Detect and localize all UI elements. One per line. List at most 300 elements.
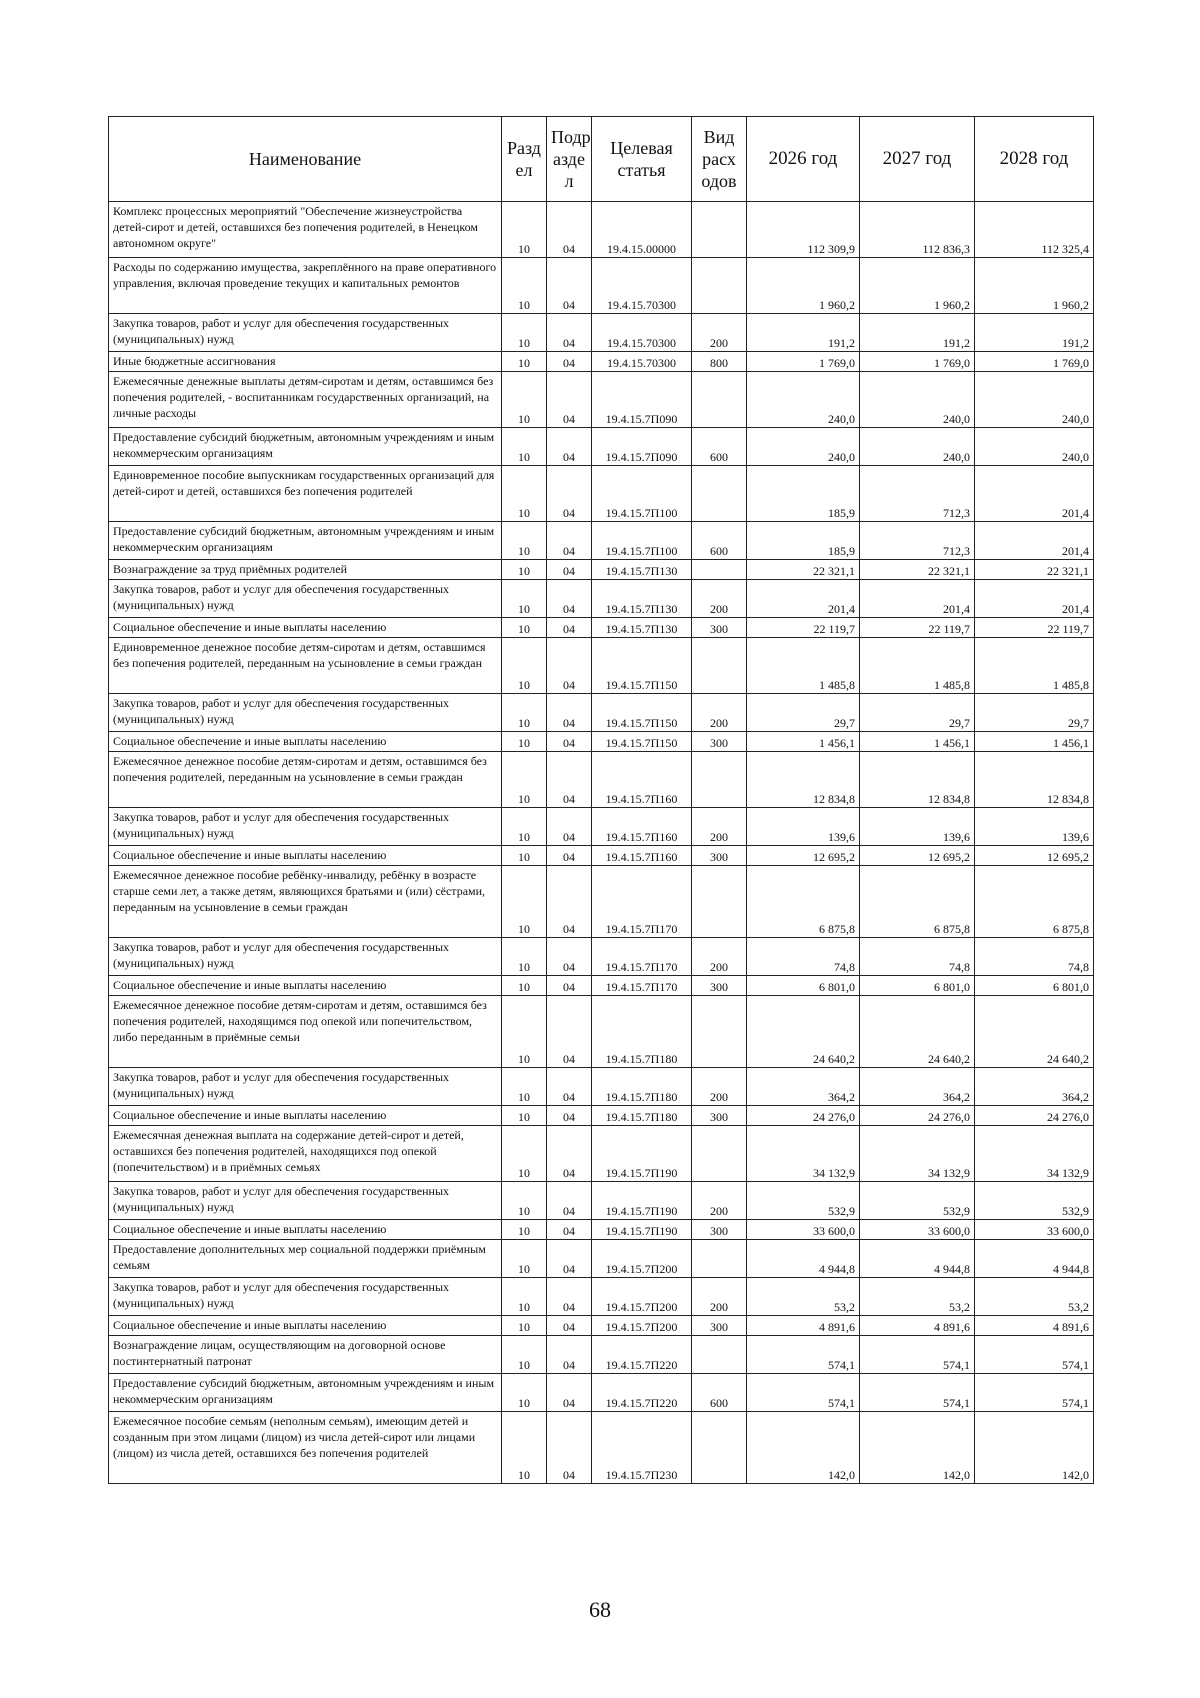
row-value-2028: 6 801,0 <box>975 976 1094 996</box>
row-subsection: 04 <box>547 1278 592 1316</box>
page-number: 68 <box>589 1597 611 1622</box>
row-kind <box>692 1240 747 1278</box>
row-value-2027: 240,0 <box>860 372 975 428</box>
row-target: 19.4.15.70300 <box>592 314 692 352</box>
row-value-2026: 24 640,2 <box>747 996 860 1068</box>
header-subsection-text: Подр азде л <box>551 127 591 191</box>
row-subsection: 04 <box>547 560 592 580</box>
header-2028: 2028 год <box>975 117 1094 202</box>
row-subsection: 04 <box>547 1412 592 1484</box>
row-value-2027: 574,1 <box>860 1336 975 1374</box>
table-header <box>109 117 1094 202</box>
row-value-2028: 22 321,1 <box>975 560 1094 580</box>
table-row <box>109 846 1094 866</box>
row-target: 19.4.15.7П180 <box>592 1068 692 1106</box>
row-value-2026: 139,6 <box>747 808 860 846</box>
row-kind <box>692 866 747 938</box>
row-target: 19.4.15.7П200 <box>592 1240 692 1278</box>
row-name: Ежемесячные денежные выплаты детям-сиротам и детям, оставшимся без попечения родителей, - воспитанникам государственных организаций, на личные расходы <box>109 372 502 428</box>
row-value-2027: 139,6 <box>860 808 975 846</box>
row-section: 10 <box>502 258 547 314</box>
row-subsection: 04 <box>547 580 592 618</box>
row-name: Закупка товаров, работ и услуг для обеспечения государственных (муниципальных) нужд <box>109 694 502 732</box>
header-2026: 2026 год <box>747 117 860 202</box>
row-name: Закупка товаров, работ и услуг для обеспечения государственных (муниципальных) нужд <box>109 808 502 846</box>
row-value-2026: 574,1 <box>747 1374 860 1412</box>
table-row <box>109 1240 1094 1278</box>
row-kind: 600 <box>692 1374 747 1412</box>
row-kind: 800 <box>692 352 747 372</box>
row-kind <box>692 996 747 1068</box>
table-row <box>109 1278 1094 1316</box>
row-kind: 200 <box>692 808 747 846</box>
row-value-2026: 22 321,1 <box>747 560 860 580</box>
row-target: 19.4.15.7П150 <box>592 638 692 694</box>
row-value-2026: 1 960,2 <box>747 258 860 314</box>
row-name: Предоставление субсидий бюджетным, автономным учреждениям и иным некоммерческим организациям <box>109 428 502 466</box>
row-value-2028: 4 891,6 <box>975 1316 1094 1336</box>
row-value-2026: 12 695,2 <box>747 846 860 866</box>
row-name: Социальное обеспечение и иные выплаты населению <box>109 1106 502 1126</box>
row-target: 19.4.15.7П100 <box>592 466 692 522</box>
row-target: 19.4.15.7П230 <box>592 1412 692 1484</box>
row-name: Ежемесячное денежное пособие детям-сиротам и детям, оставшимся без попечения родителей, находящимся под опекой или попечительством, либо переданным в приёмные семьи <box>109 996 502 1068</box>
row-section: 10 <box>502 428 547 466</box>
row-value-2028: 532,9 <box>975 1182 1094 1220</box>
row-value-2028: 191,2 <box>975 314 1094 352</box>
header-target <box>592 117 692 202</box>
header-subsection <box>547 117 592 202</box>
row-name: Вознаграждение лицам, осуществляющим на договорной основе постинтернатный патронат <box>109 1336 502 1374</box>
row-subsection: 04 <box>547 996 592 1068</box>
row-target: 19.4.15.7П190 <box>592 1220 692 1240</box>
row-section: 10 <box>502 1182 547 1220</box>
row-name: Закупка товаров, работ и услуг для обеспечения государственных (муниципальных) нужд <box>109 1182 502 1220</box>
row-section: 10 <box>502 938 547 976</box>
row-value-2027: 24 276,0 <box>860 1106 975 1126</box>
row-section: 10 <box>502 866 547 938</box>
table-row <box>109 1374 1094 1412</box>
row-subsection: 04 <box>547 1374 592 1412</box>
row-value-2027: 1 769,0 <box>860 352 975 372</box>
table-row <box>109 466 1094 522</box>
row-value-2026: 240,0 <box>747 428 860 466</box>
row-target: 19.4.15.7П180 <box>592 1106 692 1126</box>
row-kind: 200 <box>692 1068 747 1106</box>
row-kind <box>692 1126 747 1182</box>
row-value-2027: 1 960,2 <box>860 258 975 314</box>
row-section: 10 <box>502 1106 547 1126</box>
table-row <box>109 428 1094 466</box>
table-row <box>109 560 1094 580</box>
table-row <box>109 866 1094 938</box>
row-value-2027: 1 456,1 <box>860 732 975 752</box>
row-subsection: 04 <box>547 866 592 938</box>
row-value-2028: 22 119,7 <box>975 618 1094 638</box>
row-value-2028: 1 960,2 <box>975 258 1094 314</box>
row-kind: 300 <box>692 618 747 638</box>
row-value-2027: 33 600,0 <box>860 1220 975 1240</box>
row-value-2026: 1 485,8 <box>747 638 860 694</box>
row-value-2026: 4 944,8 <box>747 1240 860 1278</box>
row-name: Закупка товаров, работ и услуг для обеспечения государственных (муниципальных) нужд <box>109 314 502 352</box>
row-target: 19.4.15.7П160 <box>592 846 692 866</box>
row-section: 10 <box>502 808 547 846</box>
table-row <box>109 1068 1094 1106</box>
row-value-2027: 112 836,3 <box>860 202 975 258</box>
row-value-2027: 4 944,8 <box>860 1240 975 1278</box>
table-row <box>109 1126 1094 1182</box>
table-row <box>109 580 1094 618</box>
table-row <box>109 1316 1094 1336</box>
header-row <box>109 117 1094 202</box>
row-value-2027: 240,0 <box>860 428 975 466</box>
row-subsection: 04 <box>547 938 592 976</box>
header-section-text: Разд ел <box>507 138 541 180</box>
row-kind <box>692 372 747 428</box>
row-subsection: 04 <box>547 694 592 732</box>
row-name: Социальное обеспечение и иные выплаты населению <box>109 846 502 866</box>
row-section: 10 <box>502 1374 547 1412</box>
row-section: 10 <box>502 314 547 352</box>
row-kind: 300 <box>692 1316 747 1336</box>
row-value-2028: 240,0 <box>975 428 1094 466</box>
row-target: 19.4.15.7П130 <box>592 580 692 618</box>
table-row <box>109 732 1094 752</box>
table-row <box>109 352 1094 372</box>
row-target: 19.4.15.7П150 <box>592 694 692 732</box>
row-target: 19.4.15.7П220 <box>592 1336 692 1374</box>
row-kind <box>692 1336 747 1374</box>
row-subsection: 04 <box>547 1220 592 1240</box>
row-kind <box>692 638 747 694</box>
table-row <box>109 202 1094 258</box>
row-name: Предоставление субсидий бюджетным, автономным учреждениям и иным некоммерческим организациям <box>109 522 502 560</box>
row-value-2028: 201,4 <box>975 580 1094 618</box>
row-value-2026: 22 119,7 <box>747 618 860 638</box>
row-value-2027: 22 321,1 <box>860 560 975 580</box>
row-target: 19.4.15.7П190 <box>592 1126 692 1182</box>
row-value-2027: 712,3 <box>860 466 975 522</box>
row-target: 19.4.15.7П130 <box>592 618 692 638</box>
row-subsection: 04 <box>547 202 592 258</box>
row-kind: 300 <box>692 846 747 866</box>
row-kind: 600 <box>692 522 747 560</box>
row-subsection: 04 <box>547 1126 592 1182</box>
row-section: 10 <box>502 352 547 372</box>
row-target: 19.4.15.7П170 <box>592 866 692 938</box>
row-subsection: 04 <box>547 618 592 638</box>
row-kind: 300 <box>692 976 747 996</box>
header-section <box>502 117 547 202</box>
row-value-2027: 6 801,0 <box>860 976 975 996</box>
row-value-2027: 1 485,8 <box>860 638 975 694</box>
row-target: 19.4.15.7П200 <box>592 1316 692 1336</box>
row-value-2026: 53,2 <box>747 1278 860 1316</box>
row-value-2028: 142,0 <box>975 1412 1094 1484</box>
row-subsection: 04 <box>547 752 592 808</box>
row-name: Единовременное денежное пособие детям-сиротам и детям, оставшимся без попечения родителей, переданным на усыновление в семьи граждан <box>109 638 502 694</box>
budget-table-wrapper <box>108 116 1093 1484</box>
row-subsection: 04 <box>547 1336 592 1374</box>
row-kind: 300 <box>692 1220 747 1240</box>
row-subsection: 04 <box>547 372 592 428</box>
row-value-2028: 6 875,8 <box>975 866 1094 938</box>
row-section: 10 <box>502 466 547 522</box>
row-value-2026: 12 834,8 <box>747 752 860 808</box>
row-name: Комплекс процессных мероприятий "Обеспечение жизнеустройства детей-сирот и детей, оставшихся без попечения родителей, в Ненецком автономном округе" <box>109 202 502 258</box>
header-target-text: Целевая статья <box>610 138 673 180</box>
row-value-2028: 1 769,0 <box>975 352 1094 372</box>
row-section: 10 <box>502 1278 547 1316</box>
row-kind <box>692 202 747 258</box>
row-value-2027: 364,2 <box>860 1068 975 1106</box>
row-name: Предоставление дополнительных мер социальной поддержки приёмным семьям <box>109 1240 502 1278</box>
row-value-2026: 34 132,9 <box>747 1126 860 1182</box>
row-name: Иные бюджетные ассигнования <box>109 352 502 372</box>
table-row <box>109 752 1094 808</box>
row-target: 19.4.15.7П220 <box>592 1374 692 1412</box>
table-row <box>109 618 1094 638</box>
row-value-2027: 74,8 <box>860 938 975 976</box>
row-value-2027: 29,7 <box>860 694 975 732</box>
header-name: Наименование <box>109 117 502 202</box>
row-kind: 600 <box>692 428 747 466</box>
row-value-2027: 191,2 <box>860 314 975 352</box>
row-kind: 200 <box>692 694 747 732</box>
row-value-2026: 185,9 <box>747 522 860 560</box>
row-section: 10 <box>502 560 547 580</box>
row-value-2026: 6 801,0 <box>747 976 860 996</box>
row-name: Закупка товаров, работ и услуг для обеспечения государственных (муниципальных) нужд <box>109 1278 502 1316</box>
row-kind: 200 <box>692 580 747 618</box>
row-subsection: 04 <box>547 314 592 352</box>
row-value-2027: 4 891,6 <box>860 1316 975 1336</box>
row-name: Социальное обеспечение и иные выплаты населению <box>109 1316 502 1336</box>
row-kind: 200 <box>692 938 747 976</box>
row-section: 10 <box>502 694 547 732</box>
header-kind <box>692 117 747 202</box>
row-section: 10 <box>502 202 547 258</box>
table-row <box>109 314 1094 352</box>
row-value-2028: 29,7 <box>975 694 1094 732</box>
row-subsection: 04 <box>547 846 592 866</box>
row-subsection: 04 <box>547 258 592 314</box>
row-value-2027: 53,2 <box>860 1278 975 1316</box>
row-section: 10 <box>502 732 547 752</box>
row-value-2028: 201,4 <box>975 466 1094 522</box>
row-kind: 300 <box>692 1106 747 1126</box>
row-name: Закупка товаров, работ и услуг для обеспечения государственных (муниципальных) нужд <box>109 580 502 618</box>
row-value-2026: 112 309,9 <box>747 202 860 258</box>
row-section: 10 <box>502 638 547 694</box>
row-target: 19.4.15.7П180 <box>592 996 692 1068</box>
row-section: 10 <box>502 522 547 560</box>
row-target: 19.4.15.7П160 <box>592 808 692 846</box>
row-name: Социальное обеспечение и иные выплаты населению <box>109 618 502 638</box>
row-subsection: 04 <box>547 976 592 996</box>
row-value-2028: 112 325,4 <box>975 202 1094 258</box>
row-section: 10 <box>502 372 547 428</box>
table-row <box>109 1106 1094 1126</box>
row-kind <box>692 1412 747 1484</box>
row-value-2028: 574,1 <box>975 1336 1094 1374</box>
row-kind: 200 <box>692 314 747 352</box>
row-section: 10 <box>502 1412 547 1484</box>
table-row <box>109 1220 1094 1240</box>
row-value-2027: 6 875,8 <box>860 866 975 938</box>
row-section: 10 <box>502 1240 547 1278</box>
row-name: Закупка товаров, работ и услуг для обеспечения государственных (муниципальных) нужд <box>109 1068 502 1106</box>
row-value-2028: 1 456,1 <box>975 732 1094 752</box>
row-value-2027: 532,9 <box>860 1182 975 1220</box>
row-target: 19.4.15.7П130 <box>592 560 692 580</box>
row-target: 19.4.15.7П090 <box>592 372 692 428</box>
row-name: Расходы по содержанию имущества, закреплённого на праве оперативного управления, включая проведение текущих и капитальных ремонтов <box>109 258 502 314</box>
row-value-2027: 34 132,9 <box>860 1126 975 1182</box>
row-section: 10 <box>502 580 547 618</box>
row-section: 10 <box>502 1126 547 1182</box>
row-value-2026: 142,0 <box>747 1412 860 1484</box>
row-value-2028: 201,4 <box>975 522 1094 560</box>
row-kind <box>692 752 747 808</box>
row-value-2027: 201,4 <box>860 580 975 618</box>
row-kind: 200 <box>692 1278 747 1316</box>
row-value-2026: 29,7 <box>747 694 860 732</box>
header-kind-text: Вид расх одов <box>701 127 737 191</box>
row-value-2026: 4 891,6 <box>747 1316 860 1336</box>
row-kind: 200 <box>692 1182 747 1220</box>
row-target: 19.4.15.7П160 <box>592 752 692 808</box>
row-value-2027: 712,3 <box>860 522 975 560</box>
row-value-2026: 74,8 <box>747 938 860 976</box>
row-name: Ежемесячное денежное пособие детям-сиротам и детям, оставшимся без попечения родителей, переданным на усыновление в семьи граждан <box>109 752 502 808</box>
row-target: 19.4.15.7П170 <box>592 976 692 996</box>
table-row <box>109 938 1094 976</box>
row-value-2028: 12 695,2 <box>975 846 1094 866</box>
row-value-2027: 12 695,2 <box>860 846 975 866</box>
row-value-2026: 1 456,1 <box>747 732 860 752</box>
row-name: Ежемесячное денежное пособие ребёнку-инвалиду, ребёнку в возрасте старше семи лет, а также детям, являющихся братьями и (или) сёстрами, переданным на усыновление в семьи граждан <box>109 866 502 938</box>
row-name: Единовременное пособие выпускникам государственных организаций для детей-сирот и детей, оставшихся без попечения родителей <box>109 466 502 522</box>
row-section: 10 <box>502 752 547 808</box>
row-value-2028: 24 640,2 <box>975 996 1094 1068</box>
row-subsection: 04 <box>547 732 592 752</box>
row-subsection: 04 <box>547 522 592 560</box>
row-value-2026: 532,9 <box>747 1182 860 1220</box>
row-section: 10 <box>502 976 547 996</box>
row-value-2027: 24 640,2 <box>860 996 975 1068</box>
row-subsection: 04 <box>547 1182 592 1220</box>
row-kind <box>692 466 747 522</box>
row-subsection: 04 <box>547 428 592 466</box>
row-value-2028: 139,6 <box>975 808 1094 846</box>
table-row <box>109 1412 1094 1484</box>
row-name: Социальное обеспечение и иные выплаты населению <box>109 732 502 752</box>
row-value-2028: 12 834,8 <box>975 752 1094 808</box>
table-row <box>109 996 1094 1068</box>
row-kind <box>692 258 747 314</box>
row-value-2028: 4 944,8 <box>975 1240 1094 1278</box>
row-subsection: 04 <box>547 466 592 522</box>
row-section: 10 <box>502 1220 547 1240</box>
table-row <box>109 258 1094 314</box>
row-target: 19.4.15.7П090 <box>592 428 692 466</box>
row-target: 19.4.15.7П100 <box>592 522 692 560</box>
table-row <box>109 1182 1094 1220</box>
table-row <box>109 372 1094 428</box>
row-value-2028: 240,0 <box>975 372 1094 428</box>
row-target: 19.4.15.7П150 <box>592 732 692 752</box>
row-kind <box>692 560 747 580</box>
row-value-2026: 201,4 <box>747 580 860 618</box>
table-row <box>109 694 1094 732</box>
table-body <box>109 202 1094 1484</box>
row-value-2028: 364,2 <box>975 1068 1094 1106</box>
row-value-2026: 33 600,0 <box>747 1220 860 1240</box>
table-row <box>109 976 1094 996</box>
row-value-2026: 191,2 <box>747 314 860 352</box>
table-row <box>109 1336 1094 1374</box>
row-target: 19.4.15.00000 <box>592 202 692 258</box>
row-value-2028: 574,1 <box>975 1374 1094 1412</box>
row-subsection: 04 <box>547 1240 592 1278</box>
row-target: 19.4.15.7П200 <box>592 1278 692 1316</box>
row-value-2027: 12 834,8 <box>860 752 975 808</box>
row-subsection: 04 <box>547 1316 592 1336</box>
row-section: 10 <box>502 846 547 866</box>
row-name: Закупка товаров, работ и услуг для обеспечения государственных (муниципальных) нужд <box>109 938 502 976</box>
row-name: Ежемесячное пособие семьям (неполным семьям), имеющим детей и созданным при этом лицами (лицом) из числа детей-сирот или лицами (лицом) из числа детей, оставшихся без попечения родителей <box>109 1412 502 1484</box>
row-target: 19.4.15.7П170 <box>592 938 692 976</box>
row-value-2027: 22 119,7 <box>860 618 975 638</box>
row-value-2028: 1 485,8 <box>975 638 1094 694</box>
row-value-2026: 24 276,0 <box>747 1106 860 1126</box>
row-target: 19.4.15.70300 <box>592 258 692 314</box>
row-value-2026: 240,0 <box>747 372 860 428</box>
table-row <box>109 522 1094 560</box>
row-value-2026: 364,2 <box>747 1068 860 1106</box>
row-subsection: 04 <box>547 1068 592 1106</box>
row-name: Предоставление субсидий бюджетным, автономным учреждениям и иным некоммерческим организациям <box>109 1374 502 1412</box>
row-subsection: 04 <box>547 638 592 694</box>
row-name: Ежемесячная денежная выплата на содержание детей-сирот и детей, оставшихся без попечения родителей, находящихся под опекой (попечительством) и в приёмных семьях <box>109 1126 502 1182</box>
row-value-2026: 1 769,0 <box>747 352 860 372</box>
row-name: Социальное обеспечение и иные выплаты населению <box>109 1220 502 1240</box>
header-2027: 2027 год <box>860 117 975 202</box>
row-value-2028: 53,2 <box>975 1278 1094 1316</box>
row-value-2028: 34 132,9 <box>975 1126 1094 1182</box>
row-name: Социальное обеспечение и иные выплаты населению <box>109 976 502 996</box>
table-row <box>109 638 1094 694</box>
row-value-2027: 574,1 <box>860 1374 975 1412</box>
row-value-2026: 6 875,8 <box>747 866 860 938</box>
row-value-2028: 74,8 <box>975 938 1094 976</box>
row-section: 10 <box>502 618 547 638</box>
row-target: 19.4.15.7П190 <box>592 1182 692 1220</box>
row-section: 10 <box>502 1336 547 1374</box>
row-value-2028: 24 276,0 <box>975 1106 1094 1126</box>
budget-table <box>108 116 1094 1484</box>
row-value-2026: 574,1 <box>747 1336 860 1374</box>
table-row <box>109 808 1094 846</box>
row-section: 10 <box>502 1068 547 1106</box>
row-subsection: 04 <box>547 808 592 846</box>
row-subsection: 04 <box>547 352 592 372</box>
row-kind: 300 <box>692 732 747 752</box>
row-value-2028: 33 600,0 <box>975 1220 1094 1240</box>
row-target: 19.4.15.70300 <box>592 352 692 372</box>
